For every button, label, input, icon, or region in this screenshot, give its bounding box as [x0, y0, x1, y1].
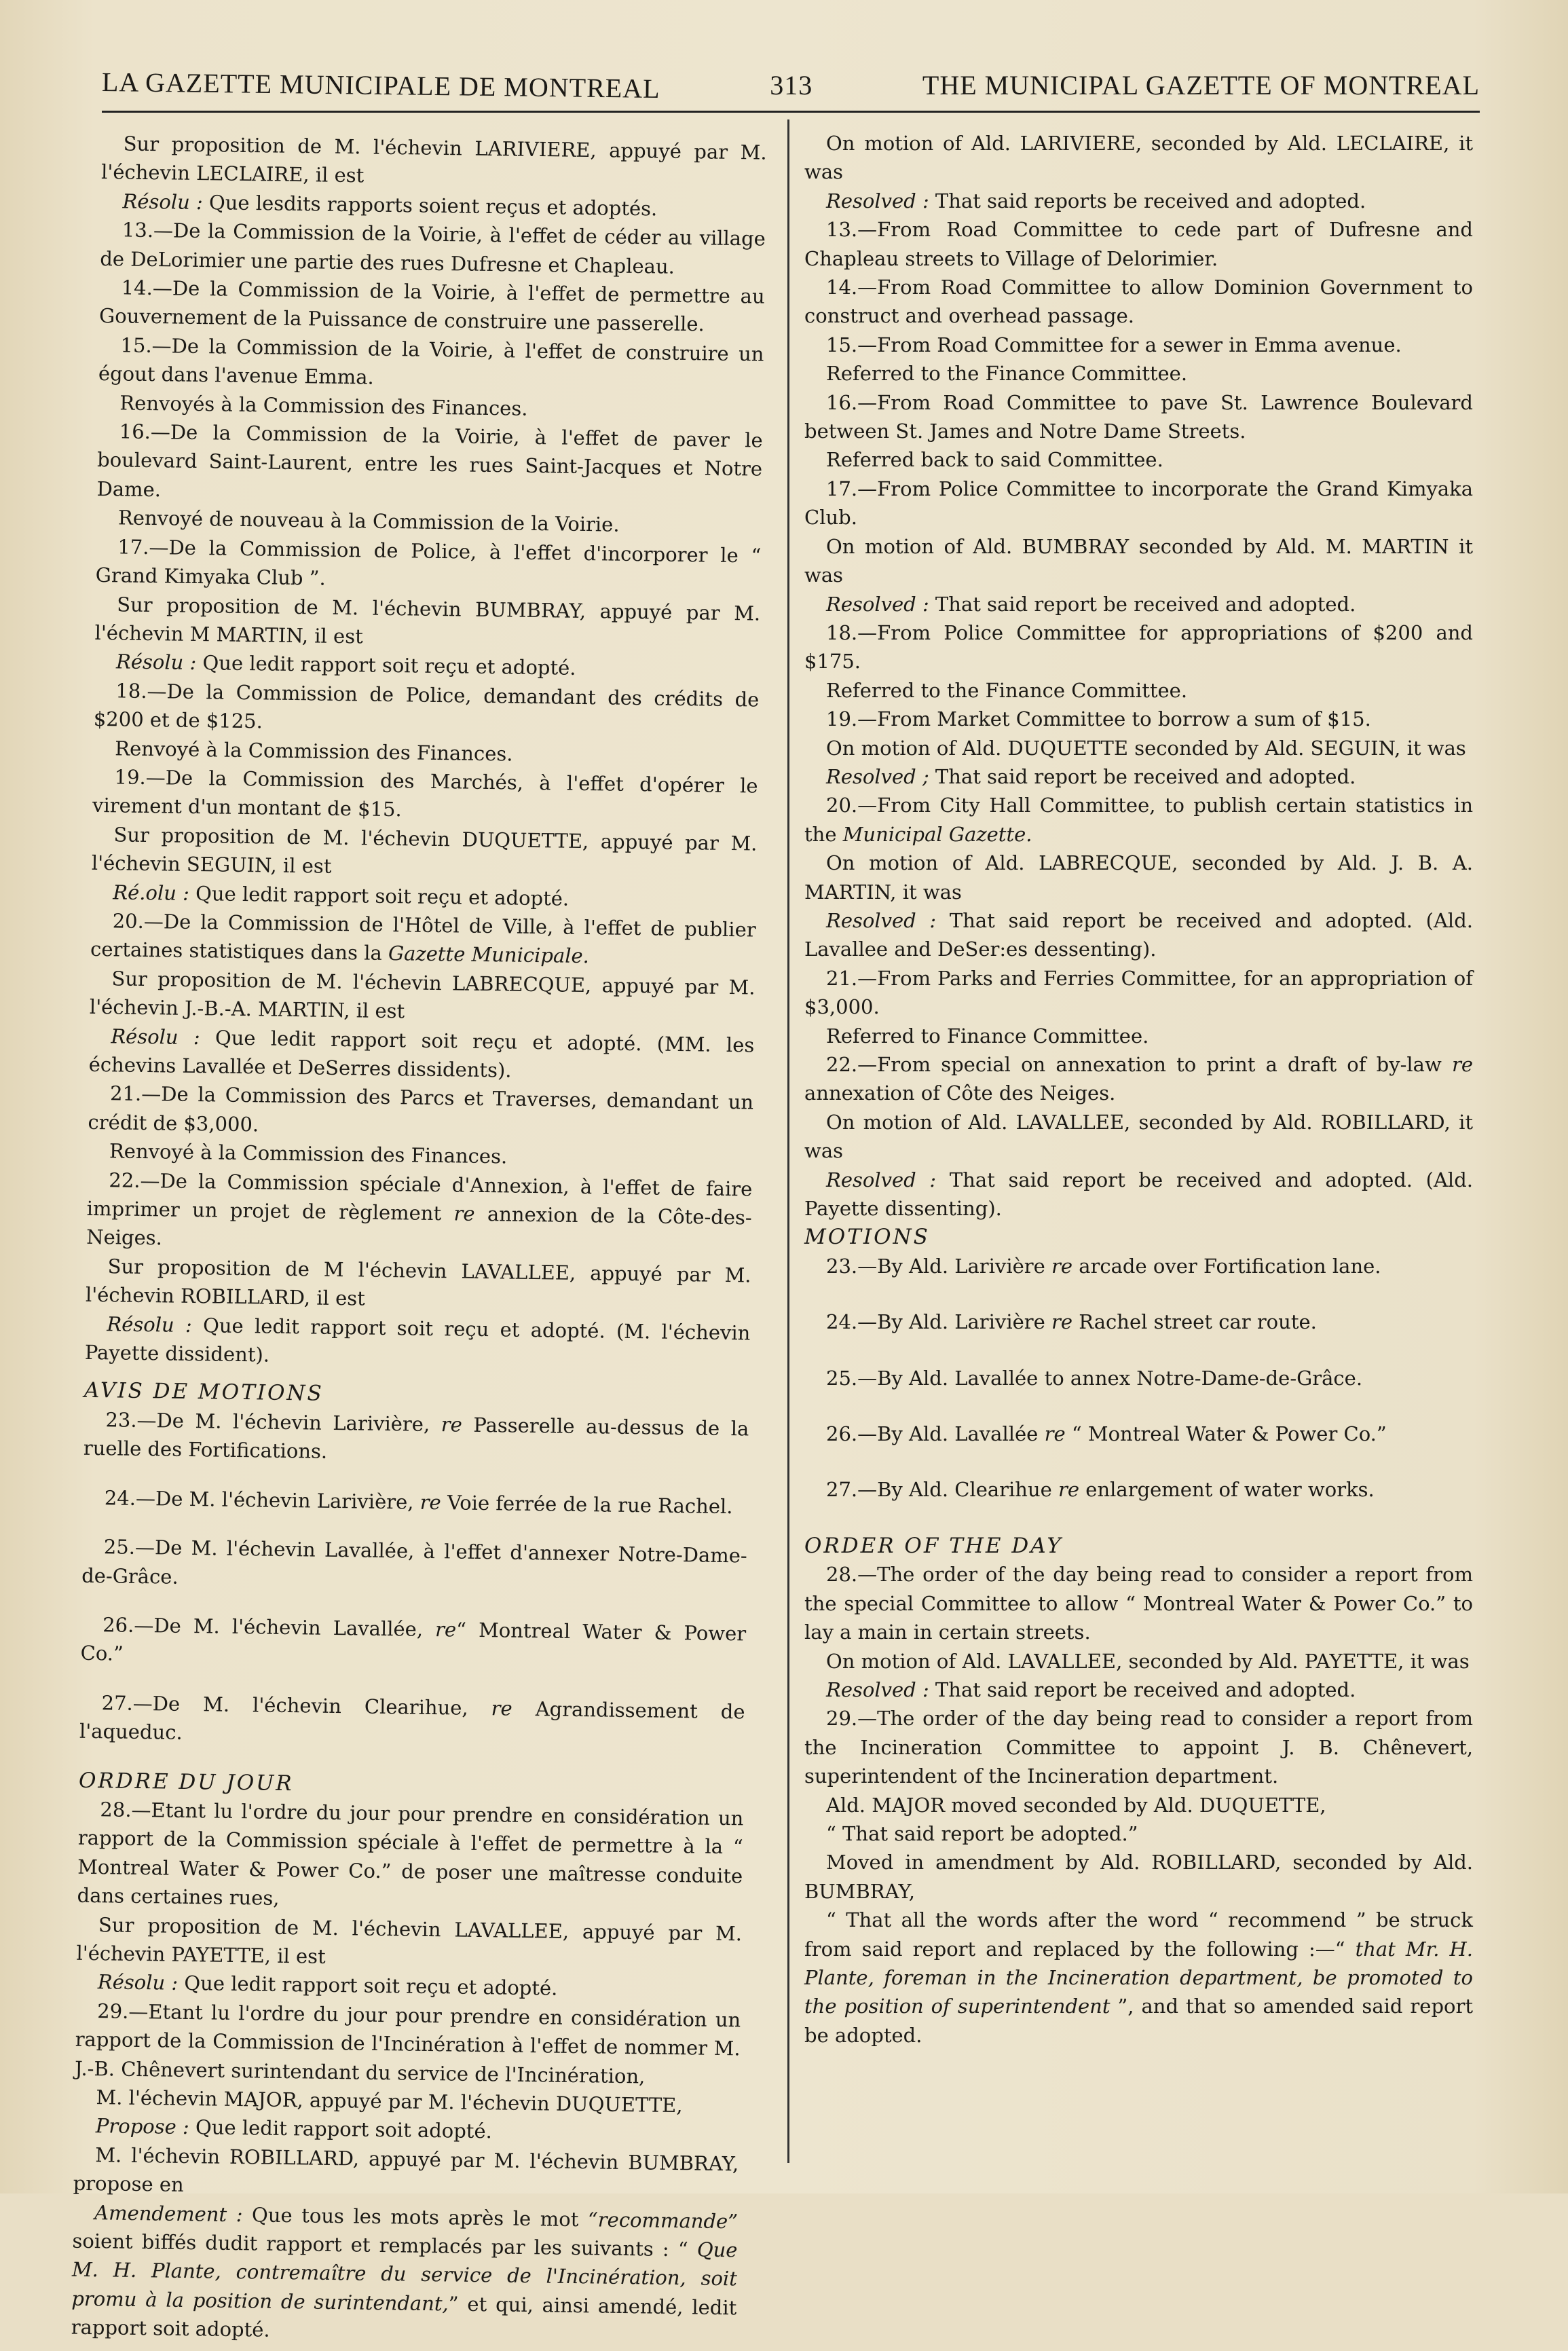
paragraph: 21.—From Parks and Ferries Committee, for an appropriation of $3,000. [804, 966, 1473, 1019]
paragraph: 17.—De la Commission de Police, à l'effet d'incorporer le “ Grand Kimyaka Club ”. [95, 535, 762, 590]
paragraph: M. l'échevin ROBILLARD, appuyé par M. l'échevin BUMBRAY, propose en [73, 2143, 739, 2197]
paragraph: 16.—From Road Committee to pave St. Lawrence Boulevard between St. James and Notre Dame Streets. [804, 390, 1473, 443]
paragraph: On motion of Ald. LAVALLEE, seconded by Ald. ROBILLARD, it was [804, 1110, 1473, 1163]
paragraph: 20.—From City Hall Committee, to publish certain statistics in the Municipal Gazette. [804, 794, 1473, 846]
paragraph: 14.—De la Commission de la Voirie, à l'effet de permettre au Gouvernement de la Puissance de construire une passerelle. [98, 276, 765, 336]
paragraph: 17.—From Police Committee to incorporate the Grand Kimyaka Club. [804, 477, 1473, 530]
paragraph: On motion of Ald. BUMBRAY seconded by Ald. M. MARTIN it was [804, 534, 1473, 587]
motion-item: 26.—By Ald. Lavallée re “ Montreal Water & Power Co.” [826, 1422, 1387, 1446]
paragraph: Resolved : That said report be received and adopted. (Ald. Payette dissenting). [804, 1168, 1473, 1221]
paragraph: Resolved : That said report be received and adopted. [826, 1678, 1356, 1701]
paragraph: Referred back to said Committee. [826, 448, 1163, 472]
paragraph: 15.—From Road Committee for a sewer in Emma avenue. [826, 333, 1402, 356]
paragraph: On motion of Ald. DUQUETTE seconded by Ald. SEGUIN, it was [826, 736, 1466, 760]
paragraph: Renvoyé de nouveau à la Commission de la Voirie. [117, 506, 620, 536]
paragraph: Moved in amendment by Ald. ROBILLARD, seconded by Ald. BUMBRAY, [804, 1851, 1473, 1903]
motion-item: 25.—De M. l'échevin Lavallée, à l'effet d'annexer Notre-Dame-de-Grâce. [81, 1535, 747, 1589]
header-rule [102, 111, 1480, 113]
paragraph: Résolu : Que lesdits rapports soient reçus et adoptés. [122, 189, 658, 221]
section-heading: MOTIONS [804, 1225, 930, 1250]
paragraph: Resolved : That said reports be received and adopted. [826, 189, 1366, 212]
paragraph: Sur proposition de M. l'échevin BUMBRAY, appuyé par M. l'échevin M MARTIN, il est [94, 592, 761, 648]
french-column [71, 129, 766, 2351]
french-title: LA GAZETTE MUNICIPALE DE MONTREAL [101, 66, 660, 104]
paragraph: On motion of Ald. LAVALLEE, seconded by Ald. PAYETTE, it was [826, 1649, 1470, 1673]
paragraph: Referred to Finance Committee. [826, 1024, 1149, 1048]
paragraph: Referred to the Finance Committee. [826, 678, 1188, 702]
paragraph: Sur proposition de M. l'échevin LABRECQUE, appuyé par M. l'échevin J.-B.-A. MARTIN, il est [89, 967, 755, 1023]
paragraph: 13.—From Road Committee to cede part of Dufresne and Chapleau streets to Village of Delorimier. [804, 218, 1473, 270]
section-heading: ORDRE DU JOUR [78, 1768, 294, 1796]
paragraph: Résolu : Que ledit rapport soit reçu et adopté. [115, 650, 576, 680]
page-header [102, 61, 1480, 109]
section-heading: AVIS DE MOTIONS [83, 1378, 324, 1407]
paragraph: “ That all the words after the word “ recommend ” be struck from said report and replaced by the following :—“ that Mr. H. Plante, foreman in the Incineration department, be promoted to the position of superintendent ”, and that so amended said report be adopted. [804, 1908, 1473, 2047]
paragraph: Renvoyé à la Commission des Finances. [115, 736, 513, 766]
paragraph: 20.—De la Commission de l'Hôtel de Ville, à l'effet de publier certaines statistiques dans la Gazette Municipale. [90, 909, 756, 968]
motion-item: 23.—De M. l'échevin Larivière, re Passerelle au-dessus de la ruelle des Fortifications. [83, 1408, 749, 1464]
paragraph: 18.—From Police Committee for appropriations of $200 and $175. [804, 621, 1473, 673]
motion-item: 24.—De M. l'échevin Larivière, re Voie ferrée de la rue Rachel. [104, 1485, 733, 1518]
paragraph: 18.—De la Commission de Police, demandant des crédits de $200 et de $125. [93, 679, 760, 733]
paragraph: 14.—From Road Committee to allow Dominion Government to construct and overhead passage. [804, 276, 1473, 328]
paragraph: Ré.olu : Que ledit rapport soit reçu et adopté. [113, 880, 570, 910]
paragraph: 22.—De la Commission spéciale d'Annexion, à l'effet de faire imprimer un projet de règlement re annexion de la Côte-des-Neiges. [86, 1168, 753, 1250]
paragraph: On motion of Ald. LARIVIERE, seconded by Ald. LECLAIRE, it was [804, 132, 1473, 184]
paragraph: Amendement : Que tous les mots après le mot “recommande” soient biffés dudit rapport et remplacés par les suivants : “ Que M. H. Plante, contremaître du service de l'Incinération, soit promu à la position de surintendant,” et qui, ainsi amendé, ledit rapport soit adopté. [71, 2200, 739, 2342]
paragraph: 16.—De la Commission de la Voirie, à l'effet de paver le boulevard Saint-Laurent, entre les rues Saint-Jacques et Notre Dame. [96, 420, 763, 502]
english-title: THE MUNICIPAL GAZETTE OF MONTREAL [922, 69, 1480, 100]
paragraph: 29.—Etant lu l'ordre du jour pour prendre en considération un rapport de la Commission de l'Incinération à l'effet de nommer M. J.-B. Chênevert surintendant du service de l'Incinération, [74, 1999, 741, 2088]
paragraph: Résolu : Que ledit rapport soit reçu et adopté. [97, 1970, 558, 2001]
paragraph: 19.—From Market Committee to borrow a sum of $15. [826, 707, 1371, 731]
paragraph: 15.—De la Commission de la Voirie, à l'effet de construire un égout dans l'avenue Emma. [98, 333, 764, 389]
paragraph: Resolved ; That said report be received and adopted. [826, 764, 1356, 788]
paragraph: 22.—From special on annexation to print a draft of by-law re annexation of Côte des Neiges. [804, 1053, 1473, 1105]
english-column [804, 129, 1473, 2050]
paragraph: Résolu : Que ledit rapport soit reçu et adopté. (MM. les échevins Lavallée et DeSerres dissidents). [88, 1024, 755, 1082]
paragraph: Sur proposition de M. l'échevin LAVALLEE, appuyé par M. l'échevin PAYETTE, il est [76, 1912, 743, 1968]
paragraph: On motion of Ald. LABRECQUE, seconded by Ald. J. B. A. MARTIN, it was [804, 851, 1473, 904]
motion-item: 25.—By Ald. Lavallée to annex Notre-Dame-de-Grâce. [826, 1366, 1363, 1390]
paragraph: Sur proposition de M l'échevin LAVALLEE, appuyé par M. l'échevin ROBILLARD, il est [85, 1255, 751, 1310]
motion-item: 23.—By Ald. Larivière re arcade over Fortification lane. [826, 1254, 1381, 1278]
paragraph: Resolved : That said report be received and adopted. [826, 592, 1356, 616]
page-number: 313 [770, 69, 813, 100]
paragraph: 28.—Etant lu l'ordre du jour pour prendre en considération un rapport de la Commission spéciale à l'effet de permettre à la “ Montreal Water & Power Co.” de poser une maîtresse conduite dans certaines rues, [77, 1798, 744, 1910]
paragraph: 28.—The order of the day being read to consider a report from the special Committee to allow “ Montreal Water & Power Co.” to lay a main in certain streets. [804, 1563, 1473, 1644]
paragraph: Propose : Que ledit rapport soit adopté. [95, 2114, 493, 2143]
paragraph: 19.—De la Commission des Marchés, à l'effet d'opérer le virement d'un montant de $15. [92, 765, 758, 821]
paragraph: Resolved : That said report be received and adopted. (Ald. Lavallee and DeSer:es dessenting). [804, 908, 1473, 961]
paragraph: Referred to the Finance Committee. [826, 362, 1188, 386]
motion-item: 24.—By Ald. Larivière re Rachel street car route. [826, 1310, 1317, 1334]
paragraph: Renvoyé à la Commission des Finances. [109, 1139, 508, 1168]
section-heading: ORDER OF THE DAY [804, 1533, 1063, 1558]
column-divider [787, 119, 789, 2163]
paragraph: Ald. MAJOR moved seconded by Ald. DUQUETTE, [826, 1793, 1326, 1817]
paragraph: M. l'échevin MAJOR, appuyé par M. l'échevin DUQUETTE, [96, 2086, 683, 2117]
paragraph: 13.—De la Commission de la Voirie, à l'effet de céder au village de DeLorimier une partie des rues Dufresne et Chapleau. [100, 218, 766, 278]
motion-item: 27.—De M. l'échevin Clearihue, re Agrandissement de l'aqueduc. [79, 1690, 745, 1745]
motion-item: 27.—By Ald. Clearihue re enlargement of water works. [826, 1478, 1375, 1502]
paragraph: Résolu : Que ledit rapport soit reçu et adopté. (M. l'échevin Payette dissident). [84, 1312, 751, 1367]
motion-item: 26.—De M. l'échevin Lavallée, re“ Montreal Water & Power Co.” [80, 1613, 747, 1665]
paragraph: 29.—The order of the day being read to consider a report from the Incineration Committee to appoint J. B. Chênevert, superintendent of the Incineration department. [804, 1707, 1473, 1788]
paragraph: Renvoyés à la Commission des Finances. [119, 391, 528, 420]
paragraph: Sur proposition de M. l'échevin DUQUETTE, appuyé par M. l'échevin SEGUIN, il est [91, 823, 758, 878]
paragraph: “ That said report be adopted.” [826, 1821, 1138, 1845]
paragraph: 21.—De la Commission des Parcs et Traverses, demandant un crédit de $3,000. [88, 1081, 754, 1136]
paragraph: Sur proposition de M. l'échevin LARIVIERE, appuyé par M. l'échevin LECLAIRE, il est [100, 132, 767, 187]
